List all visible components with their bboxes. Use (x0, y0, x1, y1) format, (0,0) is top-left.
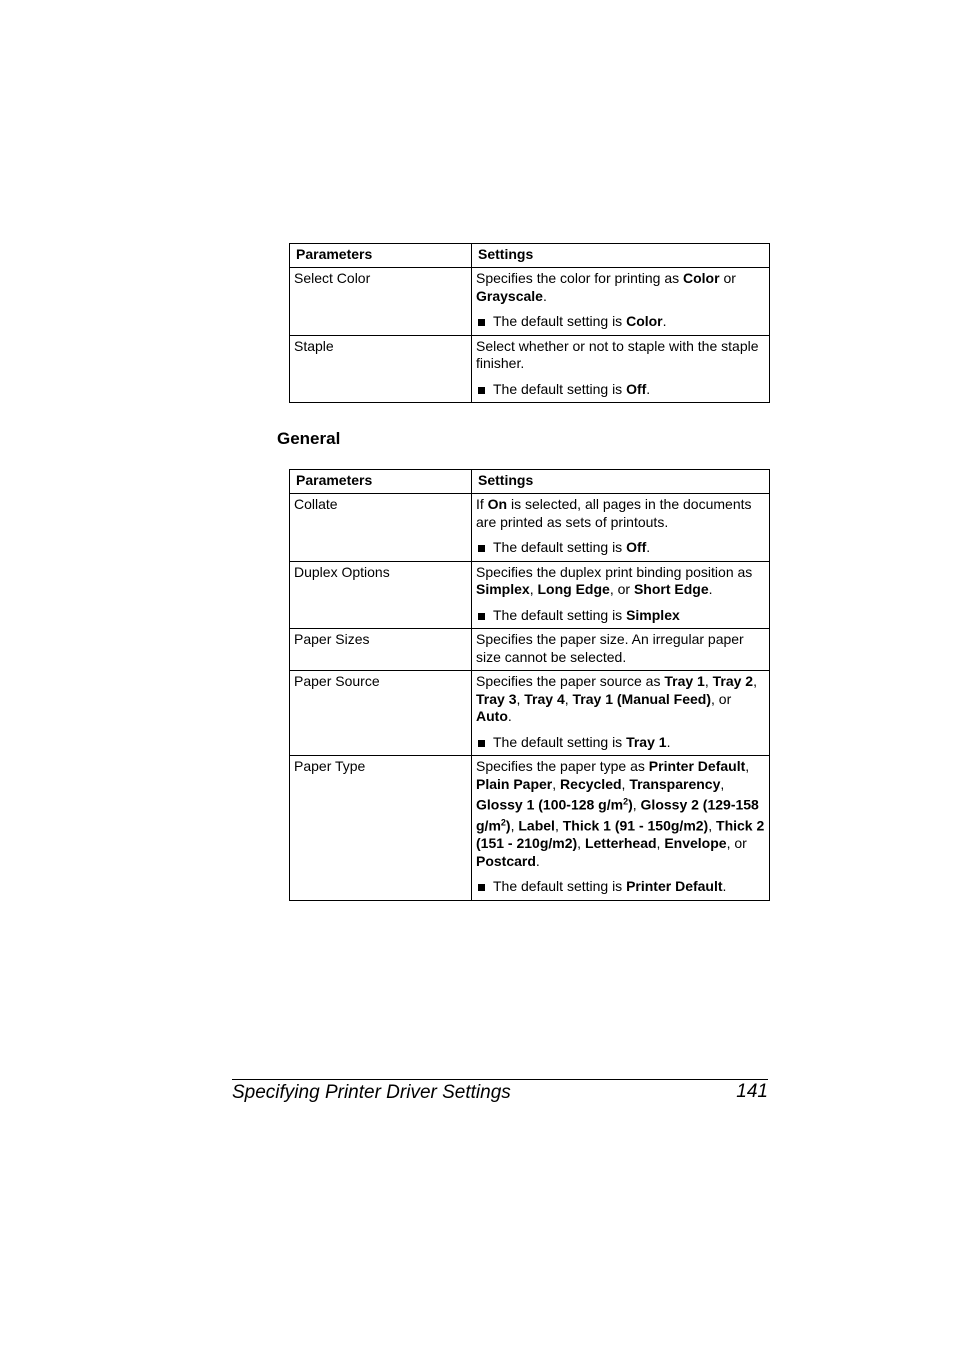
setting-text: Specifies the color for printing as Color or Grayscale. (476, 270, 736, 304)
option-value: 2 (500, 817, 506, 828)
table-row (290, 268, 770, 336)
option-value: Thick 2 (151 - 210g/m2) (476, 817, 765, 852)
option-value: ) (505, 817, 511, 834)
option-value: Printer Default (626, 878, 723, 895)
page-number: 141 (736, 1081, 768, 1102)
setting-description (472, 268, 770, 336)
option-value: Glossy 2 (129-158 g/m (476, 796, 759, 834)
option-value: Glossy 1 (100-128 g/m (476, 796, 624, 813)
option-value: Tray 4 (524, 690, 565, 707)
table-row (290, 561, 770, 629)
table-row (290, 671, 770, 756)
default-setting-text: The default setting is Tray 1. (493, 733, 671, 750)
setting-text: Specifies the paper source as Tray 1, Tray 2, Tray 3, Tray 4, Tray 1 (Manual Feed), or Auto. (476, 673, 757, 724)
option-value: Simplex (626, 606, 680, 623)
square-bullet-icon (478, 387, 485, 394)
default-setting-note (476, 878, 765, 896)
option-value: Tray 2 (712, 673, 754, 689)
option-value: Short Edge (633, 581, 709, 597)
default-setting-note (476, 734, 765, 752)
setting-description (472, 629, 770, 671)
parameter-name: Collate (290, 494, 472, 562)
option-value: Recycled (560, 775, 622, 792)
setting-text: If On is selected, all pages in the documents are printed as sets of printouts. (476, 496, 752, 530)
footer-chapter-title: Specifying Printer Driver Settings (232, 1082, 511, 1103)
default-setting-note (476, 313, 765, 331)
option-value: Color (683, 270, 720, 286)
column-header-parameters: Parameters (290, 470, 472, 494)
setting-text: Select whether or not to staple with the staple finisher. (476, 337, 759, 371)
option-value: Thick 1 (91 - 150g/m2) (562, 817, 709, 834)
option-value: Tray 3 (476, 690, 517, 707)
parameter-name: Paper Sizes (290, 629, 472, 671)
table-row (290, 756, 770, 901)
table-row (290, 335, 770, 403)
default-setting-text: The default setting is Off. (493, 380, 651, 397)
option-value: Auto (476, 708, 508, 724)
default-setting-note (476, 381, 765, 399)
setting-description (472, 494, 770, 562)
option-value: Envelope (664, 835, 727, 852)
table-header-row (290, 244, 770, 268)
default-setting-text: The default setting is Simplex (493, 606, 680, 623)
table-row (290, 494, 770, 562)
option-value: Tray 1 (664, 673, 705, 689)
column-header-settings: Settings (472, 244, 770, 268)
option-value: Postcard (476, 852, 536, 869)
option-value: ) (628, 796, 633, 813)
option-value: Letterhead (584, 835, 657, 852)
option-value: Off (626, 539, 647, 555)
setting-description (472, 335, 770, 403)
option-value: Long Edge (537, 581, 610, 597)
setting-description (472, 671, 770, 756)
option-value: Simplex (476, 581, 530, 597)
setting-text: Specifies the paper size. An irregular paper size cannot be selected. (476, 631, 744, 665)
section-heading-general: General (277, 429, 341, 448)
parameter-name: Select Color (290, 268, 472, 336)
option-value: Off (626, 380, 647, 397)
default-setting-note (476, 539, 765, 557)
option-value: Plain Paper (476, 775, 553, 792)
option-value: On (487, 496, 508, 512)
footer-divider (232, 1079, 768, 1080)
parameter-name: Paper Source (290, 671, 472, 756)
square-bullet-icon (478, 740, 485, 747)
default-setting-text: The default setting is Printer Default. (493, 878, 727, 895)
default-setting-text: The default setting is Color. (493, 313, 667, 329)
table-header-row (290, 470, 770, 494)
default-setting-note (476, 607, 765, 625)
option-value: Grayscale (476, 287, 543, 304)
parameter-name: Staple (290, 335, 472, 403)
default-setting-text: The default setting is Off. (493, 539, 651, 555)
square-bullet-icon (478, 319, 485, 326)
square-bullet-icon (478, 613, 485, 620)
option-value: Color (626, 313, 663, 329)
option-value: Label (518, 817, 555, 834)
option-value: Printer Default (648, 758, 746, 774)
square-bullet-icon (478, 545, 485, 552)
column-header-settings: Settings (472, 470, 770, 494)
option-value: 2 (623, 796, 629, 806)
setting-description (472, 561, 770, 629)
option-value: Tray 1 (626, 733, 667, 750)
table-row (290, 629, 770, 671)
printer-settings-table (289, 243, 770, 403)
option-value: Transparency (629, 775, 721, 792)
parameter-name: Duplex Options (290, 561, 472, 629)
square-bullet-icon (478, 884, 485, 891)
general-settings-table (289, 469, 770, 901)
option-value: Tray 1 (Manual Feed) (572, 690, 712, 707)
setting-text: Specifies the duplex print binding position as Simplex, Long Edge, or Short Edge. (476, 563, 753, 597)
setting-description (472, 756, 770, 901)
parameter-name: Paper Type (290, 756, 472, 901)
column-header-parameters: Parameters (290, 244, 472, 268)
setting-text: Specifies the paper type as Printer Default, Plain Paper, Recycled, Transparency, Glossy 1 (100-128 $g/m^2$), Glossy 2 (129-158 $g/m^2$), Label, Thick 1 (91 - 150g/m2), Thick 2 (151 - 210g/m2), Letterhead, Envelope, or Postcard. (476, 758, 765, 869)
